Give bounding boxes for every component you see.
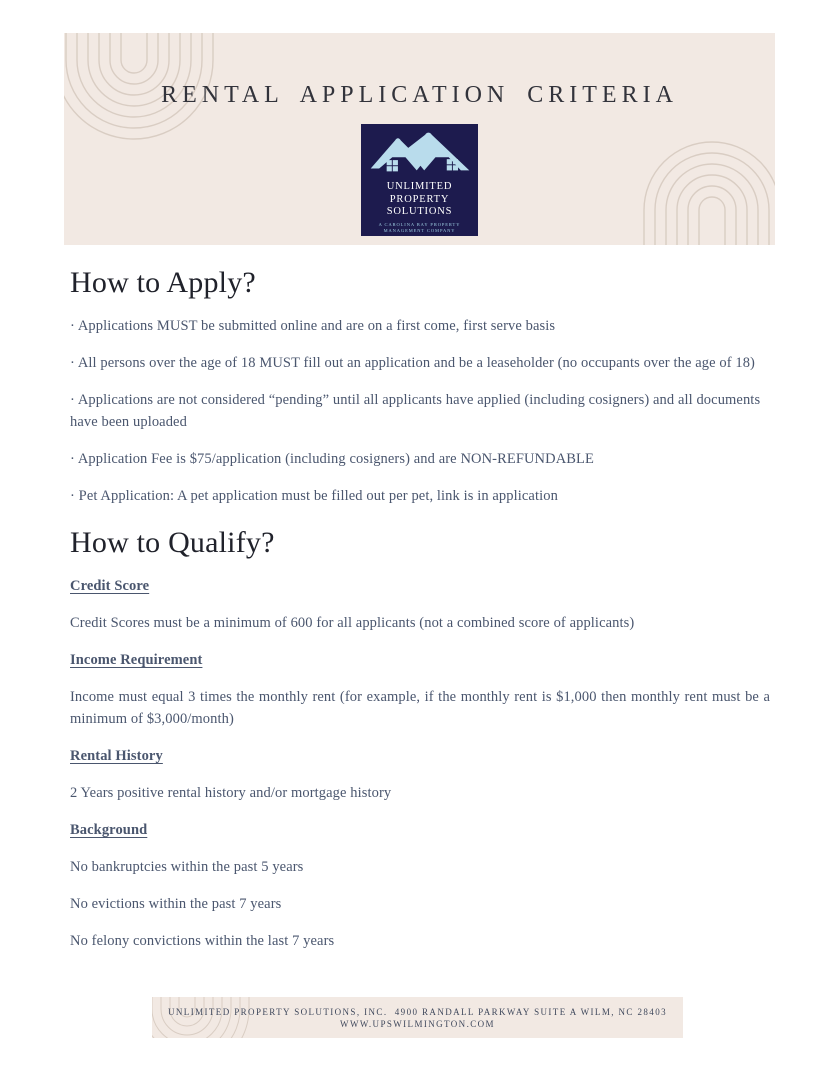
credit-score-text: Credit Scores must be a minimum of 600 for all applicants (not a combined score of applicants) — [70, 615, 635, 631]
document-title: RENTAL APPLICATION CRITERIA — [161, 82, 678, 108]
background-evictions-text: No evictions within the past 7 years — [70, 896, 282, 912]
income-requirement-text: Income must equal 3 times the monthly rent (for example, if the monthly rent is $1,000 then monthly rent must be a minimum of $3,000/month) — [70, 689, 770, 727]
logo-name-line-1: UNLIMITED — [386, 181, 453, 192]
apply-bullet-age-18: · All persons over the age of 18 MUST fill out an application and be a leaseholder (no occupants over the age of 18) — [70, 355, 755, 371]
document-body — [0, 265, 834, 952]
section-heading-how-to-qualify: How to Qualify? — [70, 526, 275, 559]
company-logo — [361, 124, 478, 236]
logo-name-line-2: PROPERTY — [389, 193, 450, 205]
logo-tagline — [379, 222, 461, 234]
subheading-background: Background — [70, 822, 148, 838]
subheading-credit-score: Credit Score — [70, 578, 150, 594]
subheading-income-requirement: Income Requirement — [70, 652, 203, 668]
logo-tagline-line-2: MANAGEMENT COMPANY — [383, 227, 456, 233]
logo-name-line-3: SOLUTIONS — [386, 206, 453, 217]
background-bankruptcies-text: No bankruptcies within the past 5 years — [70, 859, 304, 875]
footer-address: UNLIMITED PROPERTY SOLUTIONS, INC. 4900 RANDALL PARKWAY SUITE A WILM, NC 28403 — [168, 1006, 667, 1017]
apply-bullet-pending: · Applications are not considered “pending” until all applicants have applied (including cosigners) and all documents have been uploaded — [70, 392, 761, 430]
section-heading-how-to-apply: How to Apply? — [70, 266, 256, 299]
apply-bullet-pet: · Pet Application: A pet application must be filled out per pet, link is in application — [70, 488, 558, 504]
footer-bar — [152, 997, 683, 1038]
rental-history-text: 2 Years positive rental history and/or mortgage history — [70, 785, 392, 801]
footer-website: WWW.UPSWILMINGTON.COM — [340, 1018, 495, 1029]
apply-bullet-online: · Applications MUST be submitted online and are on a first come, first serve basis — [70, 318, 556, 334]
left-window-icon — [386, 160, 397, 171]
house-roof-icon — [366, 128, 474, 180]
background-felony-text: No felony convictions within the last 7 years — [70, 933, 335, 949]
footer-text — [152, 997, 683, 1038]
apply-bullet-fee: · Application Fee is $75/application (including cosigners) and are NON-REFUNDABLE — [70, 451, 594, 467]
subheading-rental-history: Rental History — [70, 748, 163, 764]
logo-company-name — [387, 181, 453, 219]
header-banner — [64, 33, 775, 245]
logo-tagline-line-1: A CAROLINA BAY PROPERTY — [378, 221, 461, 227]
arc-decoration-bottom-right-icon — [625, 135, 775, 245]
